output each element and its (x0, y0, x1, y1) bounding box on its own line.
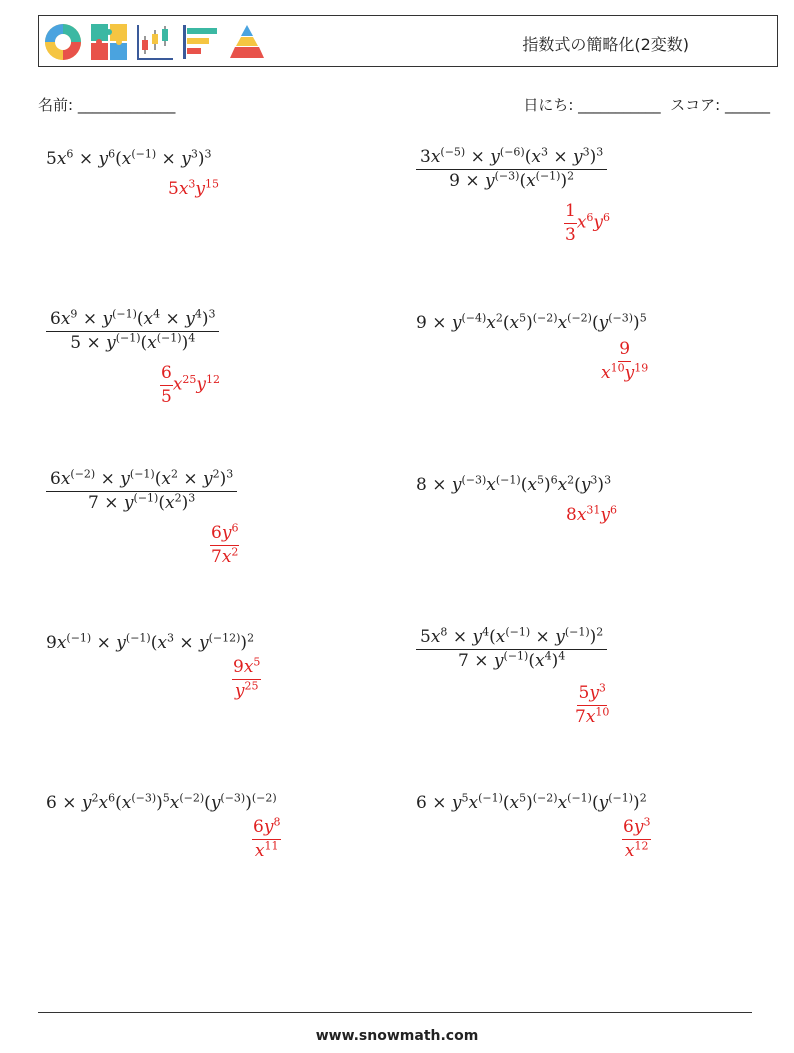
problem-3-answer: $\frac{6}{5}$ $x^{25}y^{12}$ (161, 363, 221, 407)
footer-site: www.snowmath.com (315, 1028, 479, 1044)
problem-8-expression: $\frac{5x^8 \times y^4(x^{(-1)} \times y^{(-1)})^2}{7 \times y^{(-1)}(x^4)^4}$ (416, 628, 607, 670)
problem-1-answer: $5x^3y^{15}$ (168, 177, 220, 199)
problem-6-expression: $8 \times y^{(-3)}x^{(-1)}(x^5)^6x^2(y^3)^3$ (416, 473, 612, 495)
pyramid-icon (227, 22, 267, 62)
problem-8 (416, 625, 610, 727)
problem-6-answer: $8x^{31}y^6$ (566, 503, 618, 525)
problem-4 (416, 311, 649, 383)
problem-3 (46, 307, 221, 407)
name-field: 名前: _____________ (38, 96, 176, 114)
problem-7-expression: $9x^{(-1)} \times y^{(-1)}(x^3 \times y^{(-12)})^2$ (46, 631, 255, 653)
problem-9 (46, 791, 281, 861)
puzzle-icon (89, 22, 129, 62)
problem-5-answer: $\frac{6y^6}{7x^2}$ (211, 521, 239, 567)
problem-8-answer: $\frac{5y^3}{7x^{10}}$ (575, 681, 610, 727)
problem-1-expression: $5x^6 \times y^6(x^{(-1)} \times y^3)^3$ (46, 147, 212, 169)
problem-2-answer: $\frac{1}{3}$ $x^6y^6$ (565, 201, 611, 245)
problem-5-expression: $\frac{6x^{(-2)} \times y^{(-1)}(x^2 \times y^2)^3}{7 \times y^{(-1)}(x^2)^3}$ (46, 470, 237, 512)
header-icons (43, 22, 267, 62)
problem-2-expression: $\frac{3x^{(-5)} \times y^{(-6)}(x^3 \times y^3)^3}{9 \times y^{(-3)}(x^{(-1)})^2}$ (416, 148, 607, 190)
problem-7 (46, 631, 261, 701)
problem-9-answer: $\frac{6y^8}{x^{11}}$ (253, 815, 281, 861)
problem-7-answer: $\frac{9x^5}{y^{25}}$ (233, 655, 261, 701)
worksheet-title: 指数式の簡略化(2変数) (522, 35, 689, 54)
problem-6 (416, 473, 618, 525)
worksheet-header (38, 15, 778, 67)
problem-3-expression: $\frac{6x^9 \times y^{(-1)}(x^4 \times y^4)^3}{5 \times y^{(-1)}(x^{(-1)})^4}$ (46, 310, 219, 352)
problem-4-expression: $9 \times y^{(-4)}x^2(x^5)^{(-2)}x^{(-2)}(y^{(-3)})^5$ (416, 311, 647, 333)
problem-5 (46, 467, 239, 567)
problem-10-answer: $\frac{6y^3}{x^{12}}$ (623, 815, 651, 861)
problem-1 (46, 147, 220, 199)
date-score-field: 日にち: ___________ スコア: ______ (523, 96, 770, 114)
problem-10 (416, 791, 651, 861)
problem-9-expression: $6 \times y^2x^6(x^{(-3)})^5x^{(-2)}(y^{(-3)})^{(-2)}$ (46, 791, 277, 813)
problem-2 (416, 145, 611, 245)
donut-chart-icon (43, 22, 83, 62)
candlestick-chart-icon (135, 22, 175, 62)
problem-4-answer: $\frac{9}{x^{10}y^{19}}$ (601, 339, 649, 383)
problem-10-expression: $6 \times y^5x^{(-1)}(x^5)^{(-2)}x^{(-1)}(y^{(-1)})^2$ (416, 791, 647, 813)
footer-divider (38, 1012, 752, 1013)
bar-chart-icon (181, 22, 221, 62)
